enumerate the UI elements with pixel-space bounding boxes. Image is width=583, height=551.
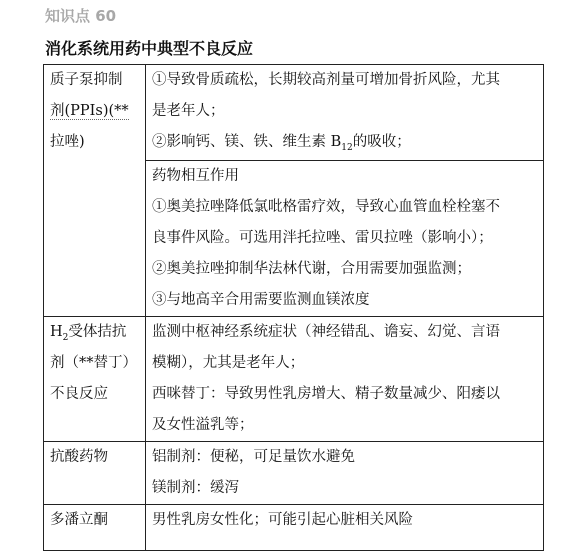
h2-subscript: 2 [62, 332, 69, 343]
effect-line: 西咪替丁：导致男性乳房增大、精子数量减少、阳痿以 [152, 386, 500, 402]
effect-line: ②奥美拉唑抑制华法林代谢，合用需要加强监测； [152, 261, 471, 277]
effect-line-b12 [152, 127, 539, 158]
effects-cell-domperidone [146, 505, 544, 551]
h2-prefix: H [50, 324, 63, 340]
table-row [44, 505, 544, 551]
effect-line: 模糊），尤其是老年人； [152, 355, 305, 371]
drug-name-line: 抗酸药物 [50, 449, 108, 465]
drug-name-line [50, 317, 141, 348]
effect-line: 镁制剂：缓泻 [152, 480, 239, 496]
effect-line: 男性乳房女性化；可能引起心脏相关风险 [152, 512, 413, 528]
effect-line: 铝制剂：便秘，可足量饮水避免 [152, 449, 355, 465]
effect-line: 是老年人； [152, 103, 225, 119]
drug-name-line [50, 96, 141, 127]
effects-cell-h2 [146, 317, 544, 442]
effect-line: 药物相互作用 [152, 168, 239, 184]
effect-line: 监测中枢神经系统症状（神经错乱、谵妄、幻觉、言语 [152, 324, 500, 340]
effect-line: ①导致骨质疏松，长期较高剂量可增加骨折风险，尤其 [152, 72, 500, 88]
table-row [44, 317, 544, 442]
b12-suffix: 的吸收； [352, 134, 411, 150]
drug-cell-ppi [44, 65, 146, 317]
drug-cell-domperidone [44, 505, 146, 551]
drug-cell-antacid [44, 442, 146, 505]
effect-line: 及女性溢乳等； [152, 417, 254, 433]
effects-cell-ppi-2 [146, 161, 544, 317]
effect-line: ③与地高辛合用需要监测血镁浓度 [152, 292, 370, 308]
knowledge-point-label: 知识点 60 [45, 7, 117, 25]
effect-line: ①奥美拉唑降低氯吡格雷疗效，导致心血管血栓栓塞不 [152, 199, 500, 215]
drug-cell-h2 [44, 317, 146, 442]
b12-prefix: ②影响钙、镁、铁、维生素 B [152, 134, 342, 150]
drug-name-line: 剂（**替丁） [50, 355, 137, 371]
drug-name-line: 不良反应 [50, 386, 108, 402]
document-title: 消化系统用药中典型不良反应 [45, 39, 254, 58]
effect-line: 良事件风险。可选用泮托拉唑、雷贝拉唑（影响小）； [152, 230, 493, 246]
table-row [44, 65, 544, 161]
effects-cell-ppi-1 [146, 65, 544, 161]
drug-name-line: 拉唑) [50, 134, 85, 150]
h2-suffix: 受体拮抗 [68, 324, 127, 340]
b12-subscript: 12 [341, 142, 353, 153]
adverse-reactions-table [43, 64, 544, 551]
drug-name-line: 质子泵抑制 [50, 72, 123, 88]
drug-name-line: 多潘立酮 [50, 512, 108, 528]
drug-name-ppis: 剂(PPIs)(** [50, 103, 129, 119]
effects-cell-antacid [146, 442, 544, 505]
table-row [44, 442, 544, 505]
